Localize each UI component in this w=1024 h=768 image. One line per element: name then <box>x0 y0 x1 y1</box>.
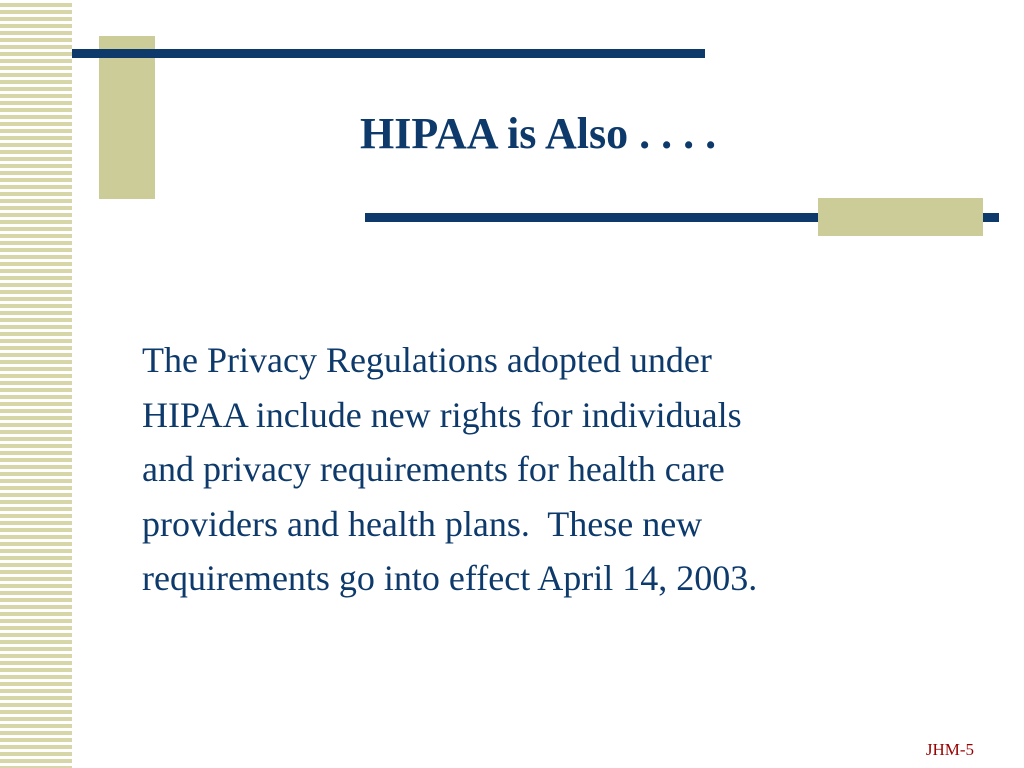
slide-body-text <box>142 333 932 606</box>
decorative-khaki-block-right <box>818 198 983 236</box>
top-horizontal-rule <box>72 49 705 58</box>
body-text-line: and privacy requirements for health care <box>142 449 725 489</box>
decorative-khaki-block-left <box>99 36 155 199</box>
slide-title: HIPAA is Also . . . . <box>360 109 717 158</box>
body-text-line: requirements go into effect April 14, 2003. <box>142 558 758 598</box>
body-text-line: HIPAA include new rights for individuals <box>142 394 742 435</box>
body-text-line: The Privacy Regulations adopted under <box>142 340 712 380</box>
decorative-stripe-band <box>0 0 72 768</box>
body-text-line: providers and health plans. These new <box>142 503 703 544</box>
slide-footer-label: JHM-5 <box>925 740 974 759</box>
